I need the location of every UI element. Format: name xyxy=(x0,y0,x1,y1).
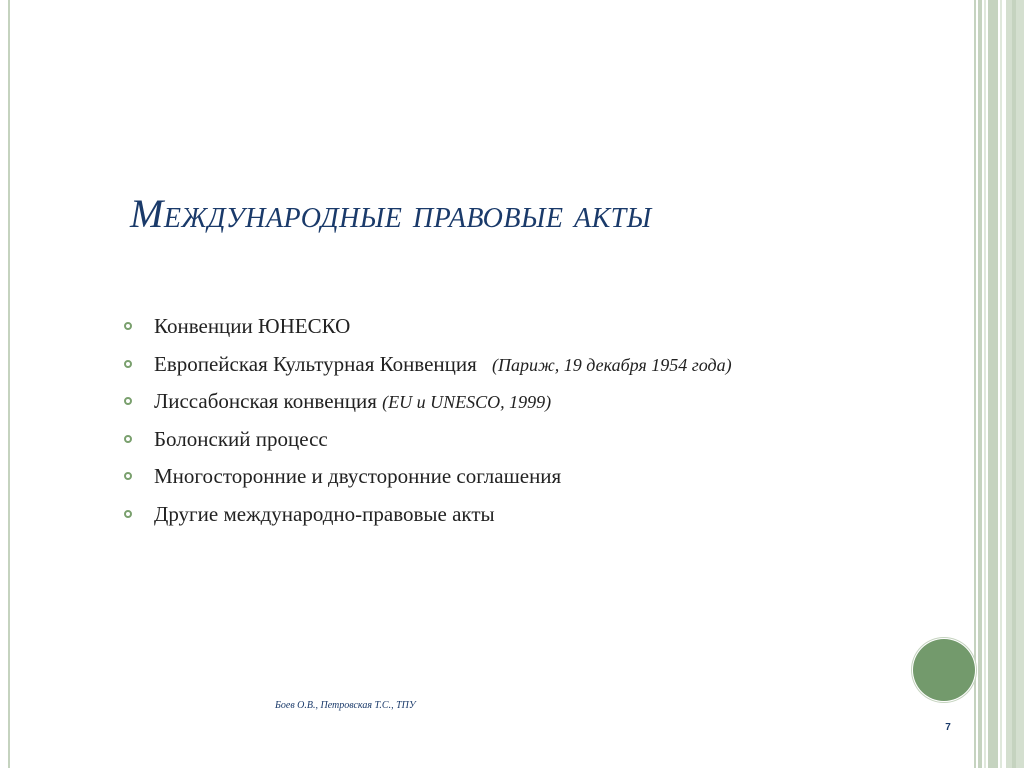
bullet-list xyxy=(122,308,942,533)
footer-authors: Боев О.В., Петровская Т.С., ТПУ xyxy=(275,700,416,711)
list-item xyxy=(122,458,942,496)
decorative-stripe xyxy=(978,0,982,768)
bullet-icon xyxy=(124,322,132,330)
bullet-text: Лиссабонская конвенция xyxy=(154,389,383,413)
bullet-icon xyxy=(124,397,132,405)
bullet-text: Конвенции ЮНЕСКО xyxy=(154,314,351,338)
decorative-circle xyxy=(913,639,975,701)
list-item xyxy=(122,383,942,421)
page-number: 7 xyxy=(945,722,951,733)
bullet-text: Болонский процесс xyxy=(154,426,328,451)
bullet-text: Многосторонние и двусторонние соглашения xyxy=(154,464,562,488)
bullet-text: Другие международно-правовые акты xyxy=(154,501,495,526)
list-item xyxy=(122,308,942,346)
bullet-icon xyxy=(124,360,132,368)
bullet-note: (Париж, 19 декабря 1954 года) xyxy=(492,354,732,375)
list-item xyxy=(122,496,942,534)
decorative-stripe xyxy=(988,0,998,768)
slide-title: Международные правовые акты xyxy=(130,191,652,236)
bullet-text: Европейская Культурная Конвенция xyxy=(154,351,477,376)
decorative-stripe xyxy=(1000,0,1002,768)
bullet-icon xyxy=(124,472,132,480)
bullet-note: (EU и UNESCO, 1999) xyxy=(382,392,552,412)
decorative-stripe xyxy=(1012,0,1016,768)
decorative-stripe xyxy=(984,0,986,768)
list-item xyxy=(122,421,942,459)
list-item xyxy=(122,346,942,384)
bullet-icon xyxy=(124,435,132,443)
bullet-icon xyxy=(124,510,132,518)
